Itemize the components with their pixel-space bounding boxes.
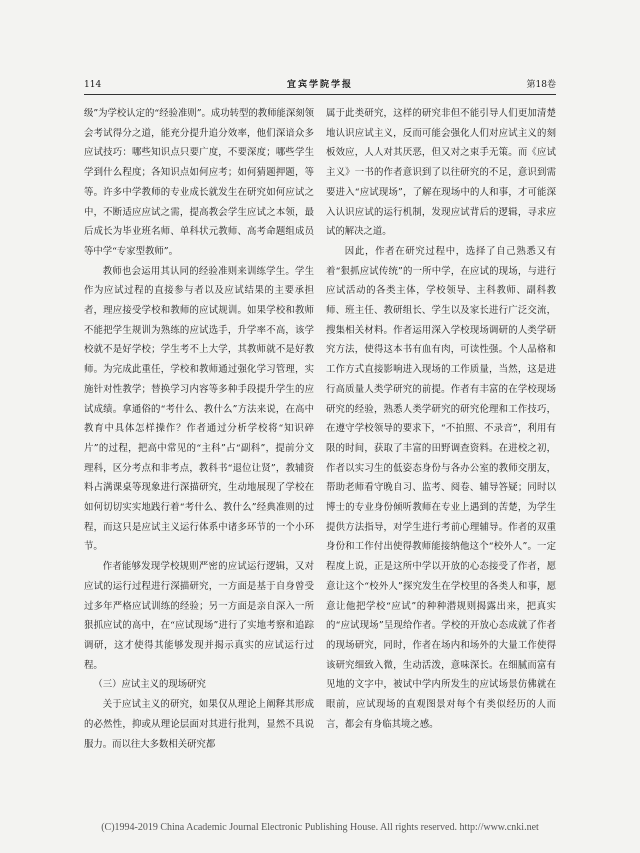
page-number: 114	[84, 80, 102, 90]
header-rule	[84, 94, 556, 95]
right-column	[326, 104, 556, 735]
body-paragraph: 关于应试主义的研究，如果仅从理论上阐释其形成的必然性，抑或从理论层面对其进行批判，显然不具说服力。而以往大多数相关研究都	[84, 699, 314, 750]
body-paragraph: 作者能够发现学校规则严密的应试运行逻辑，又对应试的运行过程进行深描研究，一方面是基于自身曾受过多年严格应试训练的经验；另一方面是亲自深入一所狠抓应试的高中，在“应试现场”进行了实地考察和追踪调研，这才使得其能够发现并揭示真实的应试运行过程。	[84, 561, 314, 671]
running-header	[84, 78, 556, 92]
copyright-footer: (C)1994-2019 China Academic Journal Electronic Publishing House. All rights reserved. http://www.cnki.net	[101, 822, 539, 833]
journal-title: 宜宾学院学报	[286, 80, 353, 90]
volume-label: 第18卷	[526, 80, 556, 90]
body-paragraph: 属于此类研究，这样的研究非但不能引导人们更加清楚地认识应试主义，反而可能会强化人们对应试主义的刻板效应，人人对其厌恶，但又对之束手无策。而《应试主义》一书的作者意识到了以往研究的不足，意识到需要进入“应试现场”，了解在现场中的人和事，才可能深入认识应试的运行机制，发现应试背后的逻辑，寻求应试的解决之道。	[326, 108, 556, 238]
left-column	[84, 104, 314, 754]
body-paragraph: 教师也会运用其认同的经验准则来训练学生。学生作为应试过程的直接参与者以及应试结果的主要承担者，理应接受学校和教师的应试规训。如果学校和教师不能把学生规训为熟练的应试选手，升学率不高，该学校就不是好学校；学生考不上大学，其教师就不是好教师。为完成此重任，学校和教师通过强化学习管理，实施针对性教学；替换学习内容等多种手段提升学生的应试成绩。拿通俗的“考什么、教什么”方法来说，在高中教育中具体怎样操作？作者通过分析学校将“知识碎片”的过程，把高中常见的“主科”占“副科”，提前分文理科，区分考点和非考点，教科书“退位让贤”，教辅资料占满课桌等现象进行深描研究，生动地展现了学校在如何切切实实地践行着“考什么、教什么”经典准则的过程，而这只是应试主义运行体系中诸多环节的一个小环节。	[84, 265, 314, 553]
body-paragraph: 级”为学校认定的“经验准则”。成功转型的教师能深刻领会考试得分之道，能充分提升追分效率，他们深谙众多应试技巧：哪些知识点只要广度，不要深度；哪些学生学到什么程度；各知识点如何应考；如何猜题押题，等等。许多中学教师的专业成长就发生在研究如何应试之中，不断适应应试之需，提高教会学生应试之本领，最后成长为毕业班名师、单科状元教师、高考命题组成员等中学“专家型教师”。	[84, 108, 315, 257]
body-paragraph: 因此，作者在研究过程中，选择了自己熟悉又有着“狠抓应试传统”的一所中学，在应试的现场，与进行应试活动的各类主体，学校领导、主科教师、副科教师、班主任、教研组长、学生以及家长进行广泛交流，搜集相关材料。作者运用深入学校现场调研的人类学研究方法，使得这本书有血有肉，可读性强。个人品格和工作方式直接影响进入现场的工作质量，当然，这是进行高质量人类学研究的前提。作者有丰富的在学校现场研究的经验，熟悉人类学研究的研究伦理和工作技巧，在遵守学校领导的要求下，“不拍照、不录音”，利用有限的时间，获取了丰富的田野调查资料。在进校之初，作者以实习生的低姿态身份与各办公室的教师交朋友，帮助老师看守晚自习、监考、阅卷、辅导答疑；同时以博士的专业身份倾听教师在专业上遇到的苦楚，为学生提供方法指导，对学生进行考前心理辅导。作者的双重身份和工作付出使得教师能接纳他这个“校外人”。一定程度上说，正是这所中学以开放的心态接受了作者，愿意让这个“校外人”探究发生在学校里的各类人和事，愿意让他把学校“应试”的种种潜规则揭露出来，把真实的“应试现场”呈现给作者。学校的开放心态成就了作者的现场研究，同时，作者在场内和场外的大量工作使得该研究细致入微，生动活泼，意味深长。在细腻而富有见地的文字中，被试中学内所发生的应试场景仿佛就在眼前，应试现场的直观图景对每个有类似经历的人而言，都会有身临其境之感。	[326, 245, 556, 730]
section-subheading: （三）应试主义的现场研究	[93, 679, 206, 691]
